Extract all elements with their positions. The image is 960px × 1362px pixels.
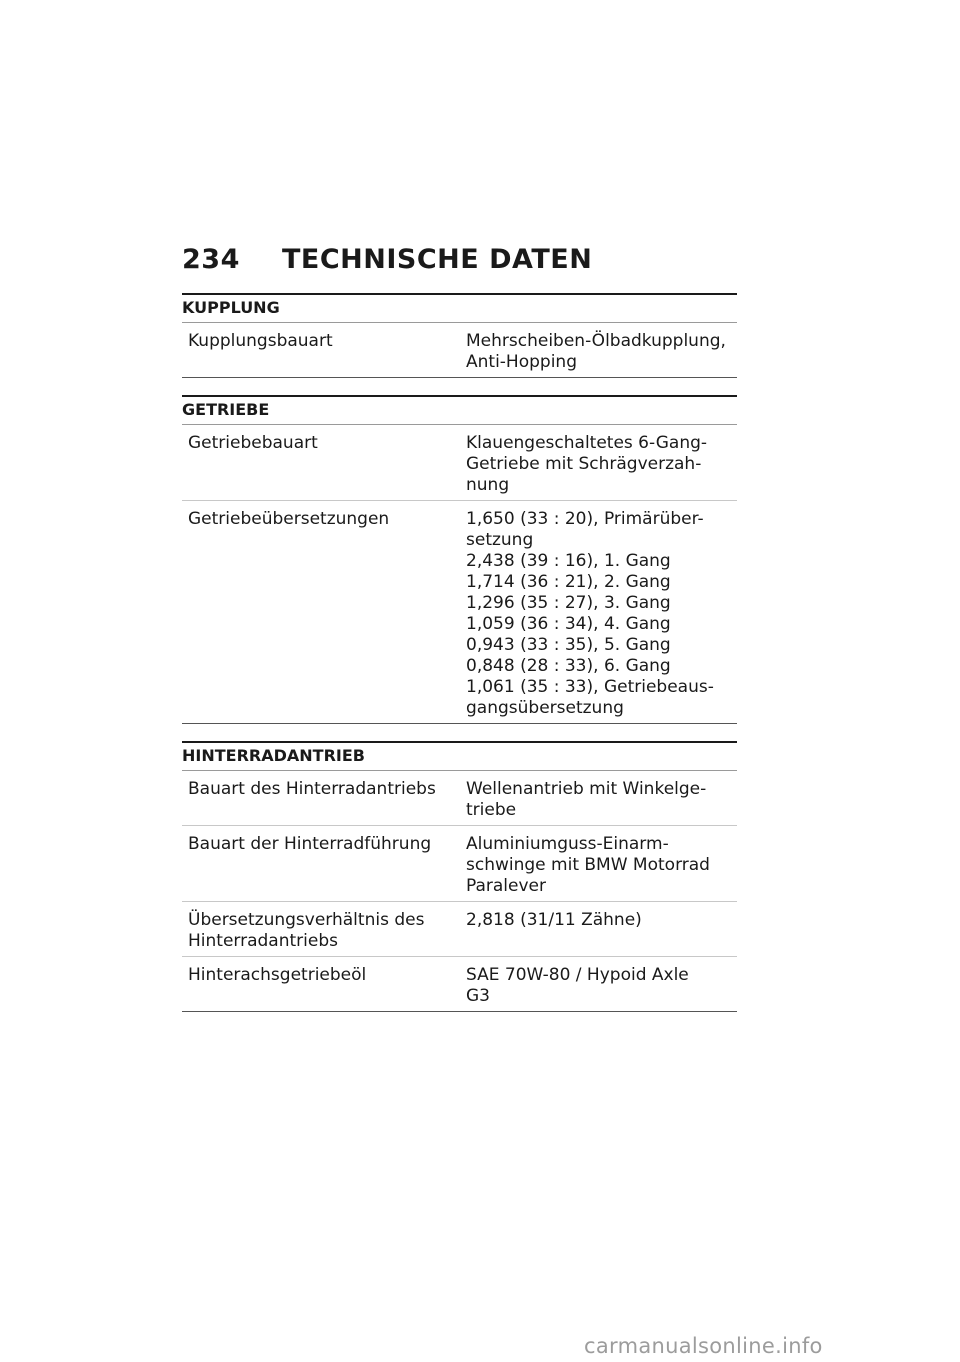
spec-value: Mehrscheiben-Ölbadkupplung, Anti-Hopping bbox=[466, 331, 726, 372]
section-title: GETRIEBE bbox=[182, 395, 737, 425]
table-row bbox=[182, 323, 737, 378]
section-kupplung bbox=[182, 293, 737, 378]
spec-content bbox=[182, 293, 737, 1029]
table-row bbox=[182, 826, 737, 902]
watermark: carmanualsonline.info bbox=[584, 1334, 823, 1358]
spec-label: Getriebeübersetzungen bbox=[188, 509, 390, 529]
spec-value: 1,650 (33 : 20), Primärüber- setzung 2,438 (39 : 16), 1. Gang 1,714 (36 : 21), 2. Gang 1,296 (35 : 27), 3. Gang 1,059 (36 : 34), 4. Gang 0,943 (33 : 35), 5. Gang 0,848 (28 : 33), 6. Gang 1,061 (35 : 33), Getriebeaus- gangsübersetzung bbox=[466, 509, 714, 718]
spec-value: 2,818 (31/11 Zähne) bbox=[466, 910, 642, 930]
spec-value: Aluminiumguss-Einarm- schwinge mit BMW Motorrad Paralever bbox=[466, 834, 710, 896]
chapter-title: TECHNISCHE DATEN bbox=[282, 244, 593, 275]
spec-value: Klauengeschaltetes 6-Gang- Getriebe mit Schrägverzah- nung bbox=[466, 433, 708, 495]
table-row bbox=[182, 425, 737, 501]
table-row bbox=[182, 771, 737, 826]
section-title: KUPPLUNG bbox=[182, 293, 737, 323]
table-row bbox=[182, 957, 737, 1012]
spec-label: Hinterachsgetriebeöl bbox=[188, 965, 367, 985]
spec-label: Kupplungsbauart bbox=[188, 331, 333, 351]
spec-label: Getriebebauart bbox=[188, 433, 318, 453]
page-header bbox=[182, 244, 742, 275]
section-hinterradantrieb bbox=[182, 741, 737, 1012]
spec-label: Bauart der Hinterradführung bbox=[188, 834, 432, 854]
section-getriebe bbox=[182, 395, 737, 724]
spec-label: Bauart des Hinterradantriebs bbox=[188, 779, 436, 799]
table-row bbox=[182, 501, 737, 724]
section-title: HINTERRADANTRIEB bbox=[182, 741, 737, 771]
spec-value: SAE 70W-80 / Hypoid Axle G3 bbox=[466, 965, 689, 1006]
table-row bbox=[182, 902, 737, 957]
spec-label: Übersetzungsverhältnis des Hinterradantriebs bbox=[188, 910, 425, 951]
page-number: 234 bbox=[182, 244, 240, 275]
spec-value: Wellenantrieb mit Winkelge- triebe bbox=[466, 779, 707, 820]
